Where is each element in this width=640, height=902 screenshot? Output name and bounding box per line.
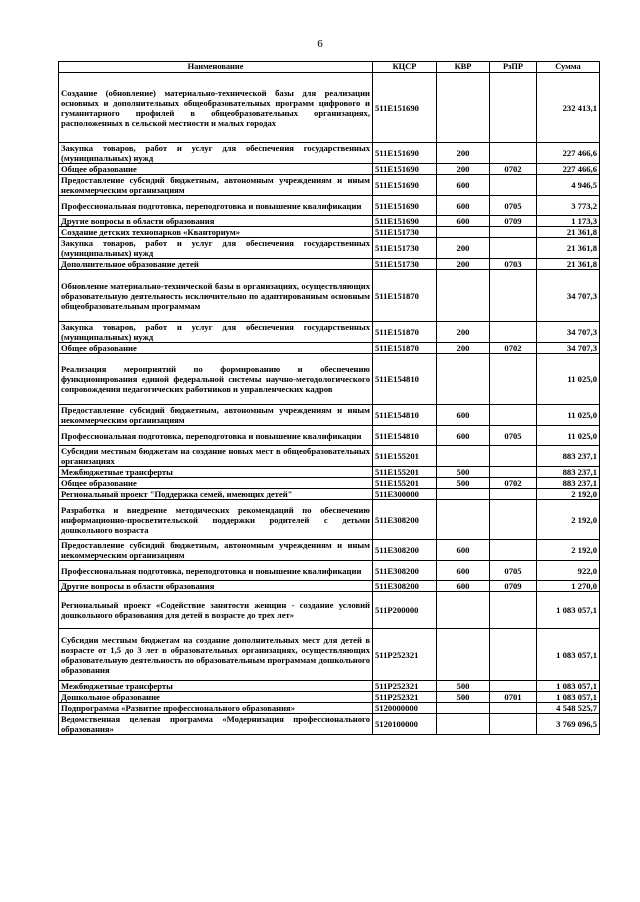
cell-sum: 11 025,0 [537,405,600,426]
cell-sum: 21 361,8 [537,259,600,270]
cell-name: Дополнительное образование детей [59,259,373,270]
cell-sum: 227 466,6 [537,164,600,175]
cell-name: Общее образование [59,164,373,175]
cell-kvr: 600 [437,175,490,196]
cell-name: Закупка товаров, работ и услуг для обеспечения государственных (муниципальных) нужд [59,143,373,164]
cell-rzpr [490,227,537,238]
cell-name: Предоставление субсидий бюджетным, автономным учреждениям и иным некоммерческим организациям [59,175,373,196]
table-row [59,270,600,322]
cell-kvr: 200 [437,143,490,164]
cell-rzpr: 0705 [490,196,537,216]
cell-kcsr: 511E151690 [373,143,437,164]
header-name: Наименование [59,62,373,73]
cell-kvr: 600 [437,216,490,227]
cell-kcsr: 511E154810 [373,405,437,426]
cell-kcsr: 511E308200 [373,500,437,540]
page-number: 6 [317,38,323,50]
cell-rzpr [490,143,537,164]
cell-kcsr: 511P200000 [373,592,437,629]
cell-rzpr: 0709 [490,216,537,227]
budget-table [58,61,600,735]
cell-kcsr: 511P252321 [373,681,437,692]
cell-kcsr: 511E308200 [373,561,437,581]
cell-kvr: 600 [437,561,490,581]
cell-sum: 227 466,6 [537,143,600,164]
cell-sum: 21 361,8 [537,238,600,259]
cell-kvr [437,446,490,467]
cell-sum: 232 413,1 [537,73,600,143]
cell-name: Субсидии местным бюджетам на создание дополнительных мест для детей в возрасте от 1,5 до 3 лет в образовательных организациях, осуществляющих образовательную деятельность по образовательным программам дошкольного образования [59,629,373,681]
cell-kvr: 600 [437,405,490,426]
cell-rzpr [490,354,537,405]
cell-kvr: 600 [437,581,490,592]
cell-kvr: 600 [437,196,490,216]
cell-rzpr: 0705 [490,561,537,581]
cell-name: Профессиональная подготовка, переподготовка и повышение квалификации [59,196,373,216]
cell-sum: 2 192,0 [537,500,600,540]
cell-kvr: 200 [437,259,490,270]
cell-rzpr: 0702 [490,164,537,175]
cell-name: Общее образование [59,343,373,354]
cell-kvr [437,714,490,735]
cell-name: Другие вопросы в области образования [59,581,373,592]
cell-kcsr: 511E151730 [373,227,437,238]
cell-sum: 883 237,1 [537,478,600,489]
cell-kvr [437,270,490,322]
cell-kcsr: 511P252321 [373,692,437,703]
cell-kcsr: 511E151870 [373,343,437,354]
cell-rzpr: 0703 [490,259,537,270]
cell-name: Региональный проект «Содействие занятости женщин - создание условий дошкольного образования для детей в возрасте до трех лет» [59,592,373,629]
cell-kvr: 200 [437,238,490,259]
cell-kvr [437,489,490,500]
cell-kcsr: 5120000000 [373,703,437,714]
table-row [59,259,600,270]
cell-kcsr: 511E151730 [373,259,437,270]
cell-name: Закупка товаров, работ и услуг для обеспечения государственных (муниципальных) нужд [59,322,373,343]
cell-kcsr: 511E151870 [373,270,437,322]
table-row [59,446,600,467]
cell-name: Дошкольное образование [59,692,373,703]
table-row [59,143,600,164]
cell-sum: 4 548 525,7 [537,703,600,714]
table-row [59,581,600,592]
cell-sum: 11 025,0 [537,354,600,405]
table-row [59,489,600,500]
table-row [59,405,600,426]
cell-rzpr [490,500,537,540]
cell-kvr [437,73,490,143]
cell-rzpr [490,703,537,714]
header-rzpr: РзПР [490,62,537,73]
cell-sum: 11 025,0 [537,426,600,446]
cell-kcsr: 511E151730 [373,238,437,259]
cell-rzpr: 0705 [490,426,537,446]
cell-kvr: 200 [437,343,490,354]
cell-kvr [437,354,490,405]
cell-rzpr [490,714,537,735]
table-row [59,73,600,143]
cell-sum: 3 769 096,5 [537,714,600,735]
cell-kvr: 500 [437,467,490,478]
table-row [59,227,600,238]
table-row [59,592,600,629]
cell-kcsr: 511E151690 [373,196,437,216]
cell-sum: 34 707,3 [537,343,600,354]
cell-kvr: 600 [437,426,490,446]
cell-kcsr: 511E155201 [373,446,437,467]
cell-kcsr: 511E155201 [373,467,437,478]
cell-sum: 3 773,2 [537,196,600,216]
cell-kcsr: 511E154810 [373,354,437,405]
cell-kvr [437,500,490,540]
cell-kcsr: 511E151690 [373,175,437,196]
cell-kvr [437,592,490,629]
cell-name: Ведомственная целевая программа «Модернизация профессионального образования» [59,714,373,735]
cell-kcsr: 511E151690 [373,73,437,143]
cell-sum: 1 083 057,1 [537,629,600,681]
cell-sum: 1 173,3 [537,216,600,227]
cell-name: Межбюджетные трансферты [59,681,373,692]
table-row [59,540,600,561]
cell-kvr: 500 [437,692,490,703]
table-row [59,467,600,478]
cell-rzpr [490,467,537,478]
cell-name: Подпрограмма «Развитие профессионального образования» [59,703,373,714]
cell-name: Предоставление субсидий бюджетным, автономным учреждениям и иным некоммерческим организациям [59,405,373,426]
table-row [59,714,600,735]
table-row [59,692,600,703]
cell-rzpr: 0701 [490,692,537,703]
table-row [59,238,600,259]
cell-kcsr: 511E300000 [373,489,437,500]
cell-rzpr: 0702 [490,343,537,354]
table-row [59,500,600,540]
cell-rzpr [490,405,537,426]
table-row [59,629,600,681]
cell-sum: 1 083 057,1 [537,592,600,629]
cell-sum: 1 083 057,1 [537,692,600,703]
table-row [59,426,600,446]
cell-kvr: 500 [437,478,490,489]
table-row [59,175,600,196]
cell-name: Другие вопросы в области образования [59,216,373,227]
cell-rzpr [490,592,537,629]
table-row [59,343,600,354]
cell-kcsr: 511E151690 [373,216,437,227]
cell-rzpr: 0709 [490,581,537,592]
cell-rzpr [490,270,537,322]
cell-sum: 34 707,3 [537,270,600,322]
cell-rzpr [490,446,537,467]
cell-kvr: 500 [437,681,490,692]
cell-sum: 4 946,5 [537,175,600,196]
table-header-row [59,62,600,73]
cell-kcsr: 511E151870 [373,322,437,343]
cell-rzpr [490,629,537,681]
cell-sum: 34 707,3 [537,322,600,343]
cell-name: Обновление материально-технической базы в организациях, осуществляющих образовательную деятельность исключительно по адаптированным основным общеобразовательным программам [59,270,373,322]
table-row [59,703,600,714]
cell-name: Общее образование [59,478,373,489]
cell-rzpr [490,73,537,143]
table-row [59,322,600,343]
cell-name: Предоставление субсидий бюджетным, автономным учреждениям и иным некоммерческим организациям [59,540,373,561]
table-row [59,681,600,692]
cell-kcsr: 5120100000 [373,714,437,735]
cell-name: Закупка товаров, работ и услуг для обеспечения государственных (муниципальных) нужд [59,238,373,259]
header-kvr: КВР [437,62,490,73]
cell-sum: 883 237,1 [537,467,600,478]
cell-name: Профессиональная подготовка, переподготовка и повышение квалификации [59,426,373,446]
cell-rzpr [490,322,537,343]
cell-sum: 2 192,0 [537,489,600,500]
cell-name: Разработка и внедрение методических рекомендаций по обеспечению информационно-просветительской поддержки родителей с детьми дошкольного возраста [59,500,373,540]
cell-sum: 21 361,8 [537,227,600,238]
cell-kcsr: 511E154810 [373,426,437,446]
table-row [59,561,600,581]
cell-name: Реализация мероприятий по формированию и обеспечению функционирования единой федеральной системы научно-методологического сопровождения педагогических работников и управленческих кадров [59,354,373,405]
cell-rzpr [490,540,537,561]
cell-kcsr: 511P252321 [373,629,437,681]
table-row [59,196,600,216]
cell-sum: 883 237,1 [537,446,600,467]
cell-rzpr [490,238,537,259]
table-row [59,354,600,405]
cell-kvr: 600 [437,540,490,561]
cell-name: Межбюджетные трансферты [59,467,373,478]
cell-kcsr: 511E308200 [373,540,437,561]
cell-kcsr: 511E308200 [373,581,437,592]
cell-sum: 1 270,0 [537,581,600,592]
cell-kvr: 200 [437,322,490,343]
table-row [59,216,600,227]
cell-rzpr [490,175,537,196]
cell-kvr [437,703,490,714]
cell-name: Региональный проект "Поддержка семей, имеющих детей" [59,489,373,500]
header-kcsr: КЦСР [373,62,437,73]
header-sum: Сумма [537,62,600,73]
cell-name: Создание детских технопарков «Кванториум» [59,227,373,238]
cell-name: Субсидии местным бюджетам на создание новых мест в общеобразовательных организациях [59,446,373,467]
cell-rzpr [490,681,537,692]
cell-sum: 2 192,0 [537,540,600,561]
cell-kvr [437,227,490,238]
cell-name: Профессиональная подготовка, переподготовка и повышение квалификации [59,561,373,581]
cell-kvr: 200 [437,164,490,175]
cell-kcsr: 511E151690 [373,164,437,175]
cell-sum: 922,0 [537,561,600,581]
table-row [59,164,600,175]
cell-rzpr: 0702 [490,478,537,489]
table-row [59,478,600,489]
cell-name: Создание (обновление) материально-технической базы для реализации основных и дополнительных общеобразовательных программ цифрового и гуманитарного профилей в общеобразовательных организациях, расположенных в сельской местности и малых городах [59,73,373,143]
cell-rzpr [490,489,537,500]
cell-kvr [437,629,490,681]
cell-sum: 1 083 057,1 [537,681,600,692]
cell-kcsr: 511E155201 [373,478,437,489]
